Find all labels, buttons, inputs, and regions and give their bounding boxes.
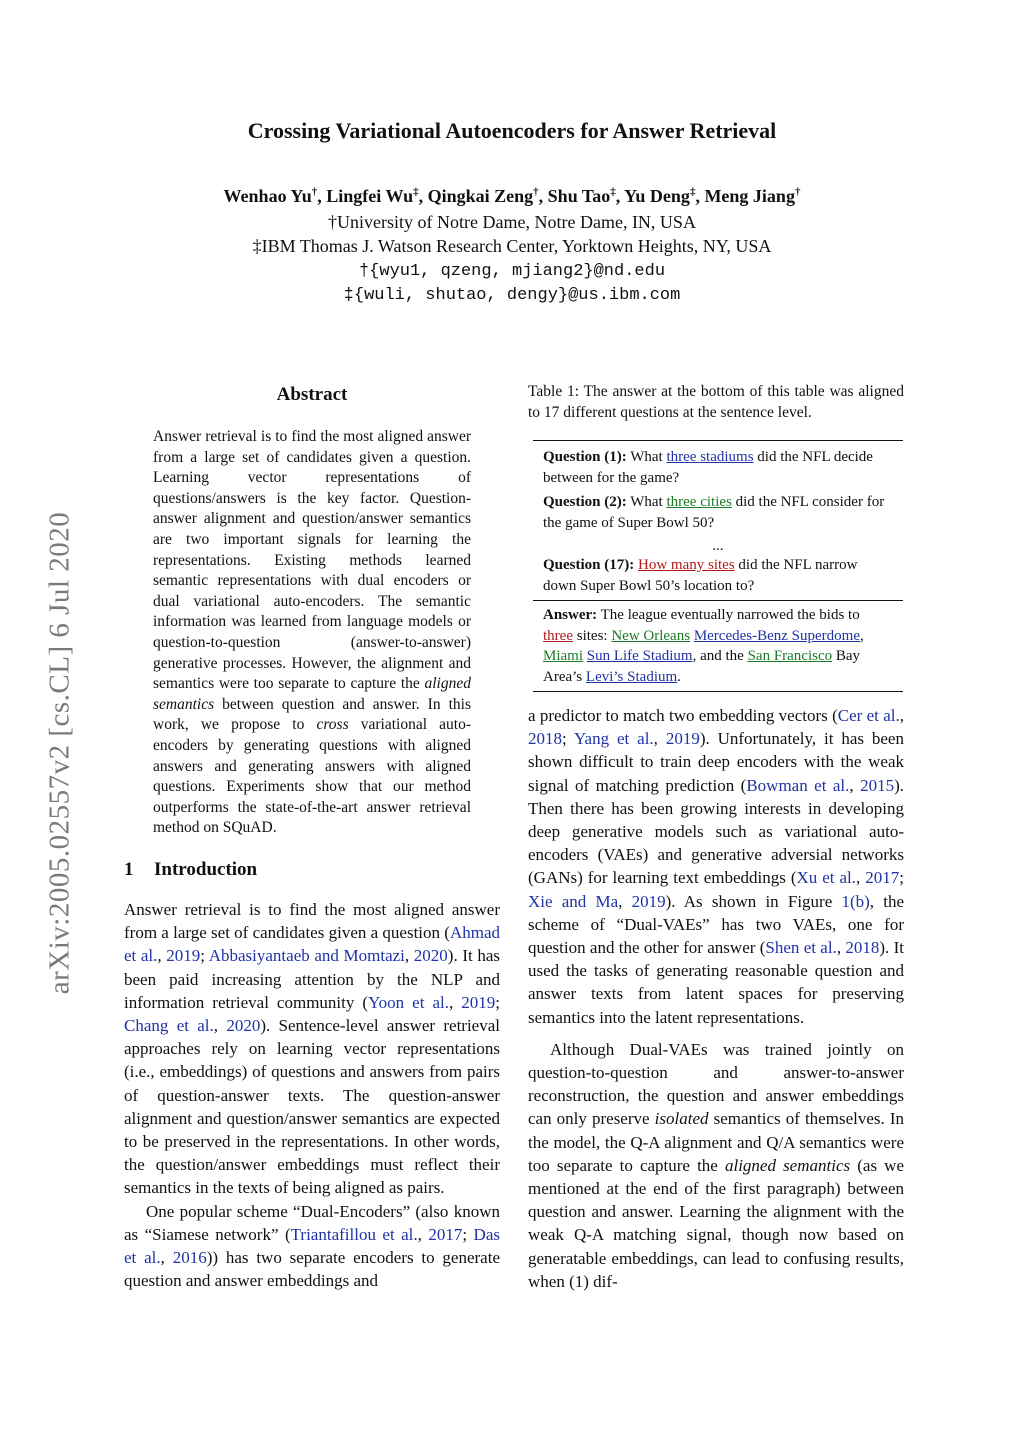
abstract-heading: Abstract (276, 384, 348, 405)
author-mark: ‡ (413, 186, 419, 198)
table-row-question-17: Question (17): How many sites did the NFL narrow down Super Bowl 50’s location to? (543, 557, 858, 594)
highlight-phrase: Sun Life Stadium (586, 648, 693, 664)
citation-link[interactable]: 2019 (461, 992, 496, 1012)
citation-link[interactable]: 2019 (166, 946, 201, 966)
citation-link[interactable]: 2020 (226, 1016, 261, 1036)
arxiv-stamp (40, 468, 80, 1038)
author-mark: ‡ (610, 186, 616, 198)
section-title: Introduction (154, 859, 258, 880)
highlight-phrase: Miami (543, 648, 583, 664)
table-caption: Table 1: The answer at the bottom of this table was aligned to 17 different questions at the sentence level. (528, 383, 904, 421)
citation-link[interactable]: Bowman et al. (746, 775, 850, 795)
highlight-phrase: three stadiums (666, 449, 754, 465)
paper-title: Crossing Variational Autoencoders for Answer Retrieval (247, 118, 777, 143)
citation-link[interactable]: 2017 (428, 1224, 463, 1244)
author-name: Qingkai Zeng (427, 186, 534, 206)
question-answer-table (533, 440, 903, 692)
citation-link[interactable]: Chang et al. (124, 1016, 214, 1036)
introduction-right-column (528, 704, 904, 1293)
highlight-phrase: three cities (666, 494, 732, 510)
intro-paragraph-4: Although Dual-VAEs was trained jointly on question-to-question and answer-to-answer reconstruction, the question and answer embeddings can only preserve isolated semantics of themselves. In the model, the Q-A alignment and Q/A semantics were too separate to capture the aligned semantics (as we mentioned at the end of the first paragraph) between question and answer. Learning the alignment with the weak Q-A matching signal, though now based on generatable embeddings, can lead to confusing results, when (1) dif- (528, 1039, 904, 1291)
citation-link[interactable]: Ahmad et al. (124, 923, 500, 966)
table-row-question-2: Question (2): What three cities did the NFL consider for the game of Super Bowl 50? (543, 494, 885, 531)
citation-link[interactable]: Das et al. (124, 1224, 500, 1268)
author-name: Wenhao Yu (223, 186, 312, 206)
citation-link[interactable]: 2015 (860, 775, 895, 795)
citation-link[interactable]: Xu et al. (796, 868, 857, 888)
intro-paragraph-1: Answer retrieval is to find the most aligned answer from a large set of candidates given a question (Ahmad et al., 2019; Abbasiyantaeb and Momtazi, 2020). It has been paid increasing attention by the NLP and information retrieval community (Yoon et al., 2019; Chang et al., 2020). Sentence-level answer retrieval approaches rely on learning vector representations (i.e., embeddings) of questions and answers from pairs of question-answer texts. The question-answer alignment and question/answer semantics are expected to be preserved in the representations. In other words, the question/answer embeddings must reflect their semantics in the texts of being aligned as pairs. (124, 900, 500, 1198)
highlight-phrase: New Orleans (611, 627, 691, 644)
citation-link[interactable]: Cer et al. (837, 706, 900, 725)
highlight-phrase: San Francisco (747, 648, 833, 664)
table-row-question-1: Question (1): What three stadiums did the NFL decide between for the game? (543, 449, 873, 486)
affiliation-notre-dame: †University of Notre Dame, Notre Dame, IN, USA (328, 212, 696, 232)
arxiv-id: arXiv:2005.02557v2 [cs.CL] 6 Jul 2020 (43, 511, 76, 995)
citation-link[interactable]: Xie and Ma (528, 891, 619, 911)
author-mark: ‡ (689, 186, 696, 198)
citation-link[interactable]: Triantafillou et al. (290, 1224, 418, 1244)
email-ibm: ‡{wuli, shutao, dengy}@us.ibm.com (343, 286, 681, 305)
citation-link[interactable]: Yoon et al. (368, 992, 449, 1012)
citation-link[interactable]: Abbasiyantaeb and Momtazi (208, 946, 405, 966)
introduction-left-column (124, 898, 500, 1292)
citation-link[interactable]: 2020 (413, 946, 448, 966)
figure-ref-link[interactable]: 1(b) (841, 891, 870, 911)
highlight-phrase: three (543, 627, 573, 644)
highlight-phrase: How many sites (638, 557, 735, 573)
author-mark: † (533, 186, 539, 198)
citation-link[interactable]: 2018 (845, 938, 880, 958)
citation-link[interactable]: Shen et al. (765, 938, 837, 958)
author-name: Lingfei Wu (326, 186, 414, 206)
citation-link[interactable]: 2019 (631, 891, 666, 911)
table-row-answer: Answer: The league eventually narrowed the bids to three sites: New Orleans Mercedes-Benz Superdome, Miami Sun Life Stadium, and the San Francisco Bay Area’s Levi’s Stadium. (533, 600, 903, 691)
citation-link[interactable]: 2016 (172, 1248, 207, 1268)
citation-link[interactable]: 2018 (528, 729, 562, 749)
highlight-phrase: Mercedes-Benz Superdome (693, 627, 860, 644)
author-mark: † (311, 186, 318, 198)
intro-paragraph-2: One popular scheme “Dual-Encoders” (also known as “Siamese network” (Triantafillou et al., 2017; Das et al., 2016)) has two separate encoders to generate question and answer embeddings and (124, 1201, 500, 1291)
section-number: 1 (124, 859, 134, 880)
author-mark: † (794, 186, 801, 198)
citation-link[interactable]: 2017 (865, 868, 900, 888)
table-ellipsis: ... (712, 538, 724, 554)
abstract-body: Answer retrieval is to find the most aligned answer from a large set of candidates given a question. Learning vector representations of questions/answers is the key factor. Question-answer alignment and question/answer semantics are two important signals for learning the representations. Existing methods learned semantic representations with dual encoders or dual variational auto-encoders. The semantic information was learned from language models or question-to-question (answer-to-answer) generative processes. However, the alignment and semantics were too separate to capture the aligned semantics between question and answer. In this work, we propose to cross variational auto-encoders by generating questions with aligned answers and generating answers with aligned questions. Experiments show that our method outperforms the state-of-the-art answer retrieval method on SQuAD. (153, 428, 472, 837)
citation-link[interactable]: Yang et al. (573, 729, 654, 749)
author-list: Wenhao Yu†, Lingfei Wu‡, Qingkai Zeng†, Shu Tao‡, Yu Deng‡, Meng Jiang† (223, 186, 801, 206)
section-heading-introduction (124, 859, 257, 881)
author-name: Yu Deng (624, 186, 690, 206)
author-name: Shu Tao (547, 186, 611, 206)
highlight-phrase: Levi’s Stadium (585, 668, 678, 685)
intro-paragraph-3: a predictor to match two embedding vectors (Cer et al., 2018; Yang et al., 2019). Unfortunately, it has been shown difficult to train deep encoders with the weak signal of matching prediction (Bowman et al., 2015). Then there has been growing interests in developing deep generative models such as variational auto-encoders (VAEs) and generative adversial networks (GANs) for learning text embeddings (Xu et al., 2017; Xie and Ma, 2019). As shown in Figure 1(b), the scheme of “Dual-VAEs” has two VAEs, one for question and the other for answer (Shen et al., 2018). It used the tasks of generating reasonable question and answer texts from latent spaces for preserving semantics into the latent representations. (528, 706, 905, 1027)
affiliation-ibm: ‡IBM Thomas J. Watson Research Center, Yorktown Heights, NY, USA (252, 236, 772, 256)
author-name: Meng Jiang (704, 186, 795, 206)
citation-link[interactable]: 2019 (665, 729, 700, 749)
email-nd: †{wyu1, qzeng, mjiang2}@nd.edu (358, 262, 666, 281)
